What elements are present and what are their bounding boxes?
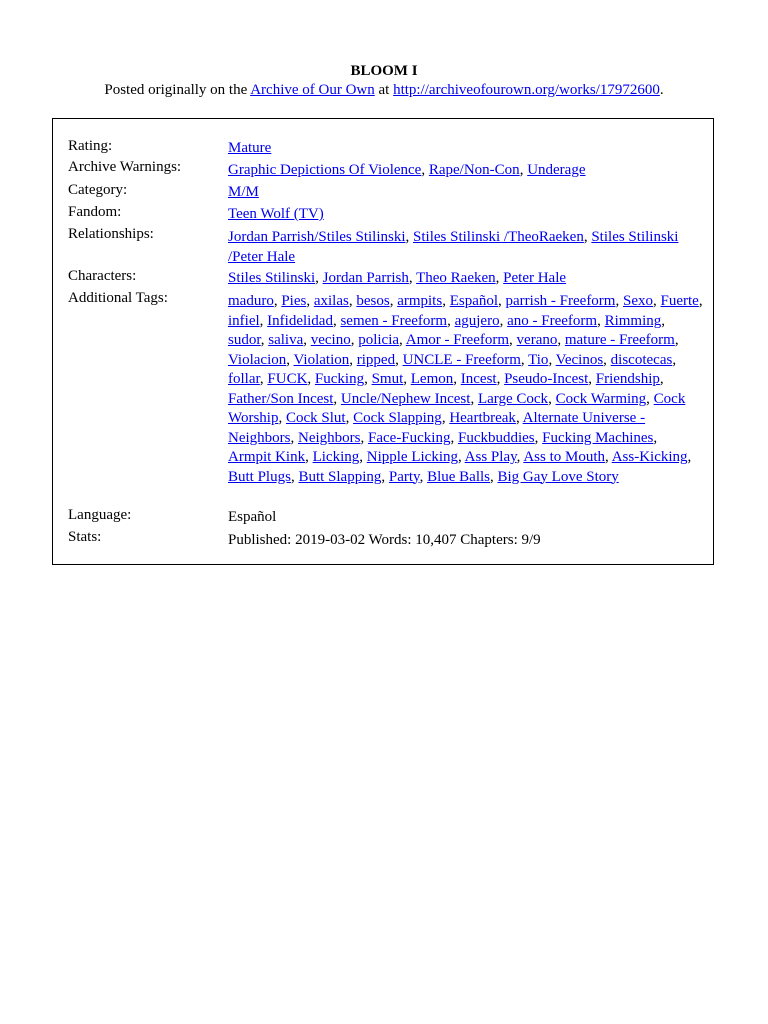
additional-tag-link[interactable]: Fucking: [314, 371, 365, 387]
additional-tag-link[interactable]: mature - Freeform: [564, 332, 675, 348]
additional-tag-link[interactable]: Cock Slapping: [353, 410, 442, 426]
relationship-link[interactable]: Stiles Stilinski /TheoRaeken: [413, 229, 584, 245]
rating-label: Rating:: [68, 138, 113, 154]
additional-tag-link[interactable]: sudor: [228, 332, 261, 348]
warnings-label: Archive Warnings:: [68, 159, 182, 175]
fandom-label: Fandom:: [68, 204, 122, 220]
additional-tag-link[interactable]: Armpit Kink: [228, 449, 306, 465]
additional-tag-link[interactable]: Violacion: [228, 351, 287, 368]
additional-tag-link[interactable]: verano: [516, 332, 558, 348]
character-link[interactable]: Peter Hale: [503, 270, 567, 286]
additional-tag-link[interactable]: Lemon: [410, 371, 454, 387]
additional-tag-link[interactable]: Ass-Kicking: [611, 449, 688, 465]
warning-link[interactable]: Graphic Depictions Of Violence: [228, 162, 422, 178]
additional-tag-link[interactable]: Fucking Machines: [542, 429, 654, 446]
additional-tag-link[interactable]: Infidelidad: [267, 312, 333, 329]
posted-line: [0, 81, 768, 101]
additional-tag-link[interactable]: UNCLE - Freeform: [402, 351, 521, 368]
additional-tag-link[interactable]: Nipple Licking: [366, 449, 458, 465]
additional-tag-link[interactable]: Tio: [528, 351, 549, 368]
additional-tag-link[interactable]: parrish - Freeform: [505, 293, 616, 309]
archive-link[interactable]: Archive of Our Own: [250, 82, 375, 98]
stats-label: Stats:: [68, 529, 102, 545]
posted-prefix: Posted originally on the: [104, 82, 248, 98]
additional-tag-link[interactable]: semen - Freeform: [340, 312, 448, 329]
additional-tag-link[interactable]: Incest: [460, 371, 497, 387]
relationships-value: [228, 228, 703, 267]
posted-at: at: [378, 82, 390, 98]
additional-tag-link[interactable]: Uncle/Nephew Incest: [340, 390, 471, 407]
relationships-label: Relationships:: [68, 226, 154, 242]
language-label: Language:: [68, 507, 132, 523]
additional-tag-link[interactable]: Sexo: [622, 293, 653, 309]
additional-tag-link[interactable]: Fuckbuddies: [457, 429, 535, 446]
additional-tag-link[interactable]: follar: [228, 371, 260, 387]
rating-link[interactable]: Mature: [228, 140, 272, 156]
additional-tag-link[interactable]: Friendship: [595, 371, 660, 387]
character-link[interactable]: Jordan Parrish: [322, 270, 409, 286]
stats-value: Published: 2019-03-02 Words: 10,407 Chapters: 9/9: [228, 532, 541, 548]
additional-tag-link[interactable]: besos: [356, 293, 390, 309]
category-label: Category:: [68, 182, 128, 198]
additional-tag-link[interactable]: Pseudo-Incest: [504, 371, 589, 387]
additional-tag-link[interactable]: Ass to Mouth: [523, 449, 605, 465]
additional-tag-link[interactable]: Ass Play: [464, 449, 517, 465]
additional-tag-link[interactable]: Big Gay Love Story: [497, 468, 619, 485]
additional-tag-link[interactable]: Vecinos: [555, 351, 604, 368]
characters-value: [228, 269, 703, 289]
additional-tag-link[interactable]: maduro: [228, 293, 274, 309]
fandom-link[interactable]: Teen Wolf (TV): [228, 206, 324, 222]
additional-tag-link[interactable]: Neighbors: [298, 429, 361, 446]
additional-tag-link[interactable]: Cock Slut: [285, 410, 346, 426]
characters-label: Characters:: [68, 268, 137, 284]
category-link[interactable]: M/M: [228, 184, 259, 200]
additional-tag-link[interactable]: infiel: [228, 312, 260, 329]
additional-tag-link[interactable]: agujero: [454, 312, 500, 329]
additional-tag-link[interactable]: ano - Freeform: [507, 312, 598, 329]
additional-tag-link[interactable]: Butt Slapping: [298, 468, 382, 485]
additional-tag-link[interactable]: Blue Balls: [427, 468, 490, 485]
additional-tag-link[interactable]: Pies: [281, 293, 307, 309]
relationship-link[interactable]: Stiles Stilinski /Peter Hale: [228, 229, 679, 265]
additional-tag-link[interactable]: Party: [388, 468, 420, 485]
additional-tag-link[interactable]: Heartbreak: [449, 410, 516, 426]
posted-suffix: .: [659, 82, 664, 98]
category-value: [228, 183, 703, 203]
work-url-link[interactable]: http://archiveofourown.org/works/17972600: [393, 82, 660, 98]
work-title: BLOOM I: [350, 63, 418, 79]
language-value: Español: [228, 509, 277, 525]
work-metadata-box: [52, 118, 714, 565]
additional-tag-link[interactable]: saliva: [268, 332, 304, 348]
additional-tag-link[interactable]: discotecas: [610, 351, 673, 368]
warnings-value: [228, 161, 703, 181]
additional-tag-link[interactable]: Butt Plugs: [228, 468, 291, 485]
additional-tags-label: Additional Tags:: [68, 290, 168, 306]
additional-tag-link[interactable]: vecino: [310, 332, 351, 348]
relationship-link[interactable]: Jordan Parrish/Stiles Stilinski: [228, 229, 406, 245]
warning-link[interactable]: Underage: [527, 162, 586, 178]
additional-tag-link[interactable]: armpits: [397, 293, 443, 309]
additional-tag-link[interactable]: Face-Fucking: [368, 429, 451, 446]
additional-tags-value: [228, 292, 703, 487]
additional-tag-link[interactable]: axilas: [313, 293, 349, 309]
character-link[interactable]: Stiles Stilinski: [228, 270, 316, 286]
character-link[interactable]: Theo Raeken: [416, 270, 496, 286]
additional-tag-link[interactable]: Violation: [293, 351, 350, 368]
additional-tag-link[interactable]: Amor - Freeform: [405, 332, 510, 348]
additional-tag-link[interactable]: FUCK: [267, 371, 308, 387]
additional-tag-link[interactable]: Father/Son Incest: [228, 390, 334, 407]
additional-tag-link[interactable]: Smut: [371, 371, 404, 387]
additional-tag-link[interactable]: Licking: [312, 449, 360, 465]
additional-tag-link[interactable]: Rimming: [604, 312, 662, 329]
warning-link[interactable]: Rape/Non-Con: [428, 162, 520, 178]
additional-tag-link[interactable]: Español: [449, 293, 499, 309]
additional-tag-link[interactable]: policia: [358, 332, 400, 348]
additional-tag-link[interactable]: ripped: [356, 351, 396, 368]
additional-tag-link[interactable]: Cock Worship: [228, 390, 686, 426]
rating-value: [228, 139, 703, 159]
fandom-value: [228, 205, 703, 225]
additional-tag-link[interactable]: Alternate Universe - Neighbors: [228, 410, 646, 446]
additional-tag-link[interactable]: Large Cock: [477, 390, 549, 407]
additional-tag-link[interactable]: Fuerte: [660, 293, 699, 309]
additional-tag-link[interactable]: Cock Warming: [555, 390, 647, 407]
